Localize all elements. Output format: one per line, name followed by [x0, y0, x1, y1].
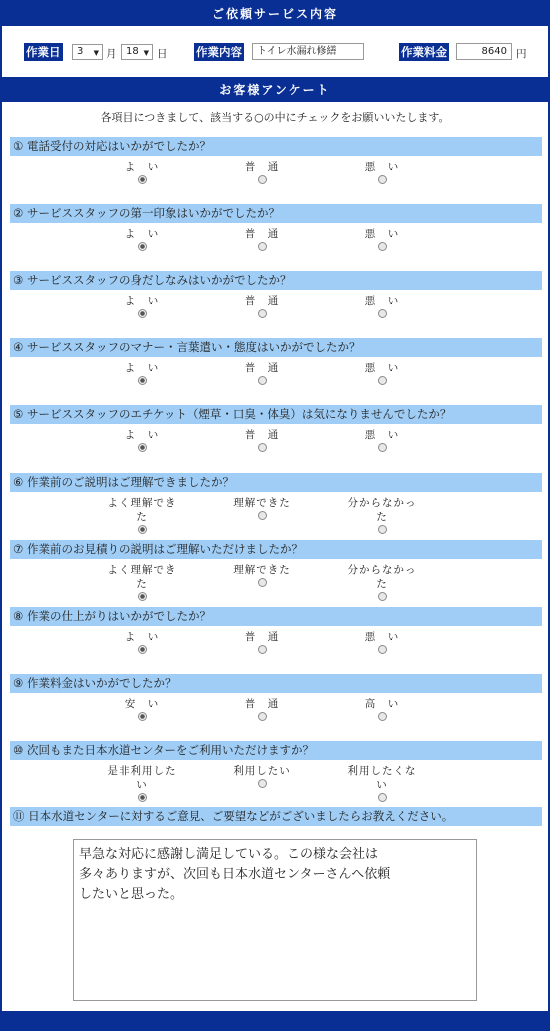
- option-label: よ い: [124, 161, 160, 173]
- option-label: 悪 い: [364, 631, 400, 643]
- work-fee-label: 作業料金: [401, 45, 447, 59]
- service-details-row: [2, 26, 548, 78]
- answer-option[interactable]: [102, 428, 182, 452]
- answer-option[interactable]: [222, 294, 302, 318]
- option-label: 悪 い: [364, 161, 400, 173]
- option-label: 普 通: [244, 295, 280, 307]
- question-4: [10, 338, 542, 374]
- work-fee-field[interactable]: 8640: [456, 43, 512, 60]
- answer-option[interactable]: [102, 630, 182, 654]
- option-label: 普 通: [244, 698, 280, 710]
- question-text: ⑦ 作業前のお見積りの説明はご理解いただけましたか？: [10, 540, 542, 559]
- answer-option[interactable]: [102, 496, 182, 534]
- answer-option[interactable]: [222, 428, 302, 452]
- radio-button[interactable]: [378, 592, 387, 601]
- answer-option[interactable]: [222, 361, 302, 385]
- option-label: 普 通: [244, 429, 280, 441]
- option-label: 高 い: [364, 698, 400, 710]
- answer-option[interactable]: [102, 764, 182, 802]
- option-label: 理解できた: [233, 564, 291, 576]
- option-label: 普 通: [244, 362, 280, 374]
- radio-button[interactable]: [138, 376, 147, 385]
- answer-option[interactable]: [102, 361, 182, 385]
- option-label: よ い: [124, 295, 160, 307]
- answer-option[interactable]: [342, 361, 422, 385]
- answer-option[interactable]: [222, 764, 302, 788]
- option-label: 分からなかった: [347, 497, 417, 523]
- answer-option[interactable]: [102, 294, 182, 318]
- option-label: 普 通: [244, 631, 280, 643]
- answer-option[interactable]: [342, 697, 422, 721]
- radio-button[interactable]: [378, 712, 387, 721]
- question-text: ⑩ 次回もまた日本水道センターをご利用いただけますか？: [10, 741, 542, 760]
- radio-button[interactable]: [378, 175, 387, 184]
- comment-textarea[interactable]: 早急な対応に感謝し満足している。この様な会社は 多々ありますが、次回も日本水道センターさんへ依頼 したいと思った。: [73, 839, 477, 1001]
- option-label: 普 通: [244, 228, 280, 240]
- radio-button[interactable]: [258, 309, 267, 318]
- radio-button[interactable]: [258, 645, 267, 654]
- radio-button[interactable]: [378, 376, 387, 385]
- option-label: よく理解できた: [107, 497, 177, 523]
- radio-button[interactable]: [378, 309, 387, 318]
- option-label: 理解できた: [233, 497, 291, 509]
- day-select[interactable]: 18 ▼: [121, 44, 153, 60]
- radio-button[interactable]: [138, 712, 147, 721]
- radio-button[interactable]: [378, 645, 387, 654]
- option-label: よ い: [124, 228, 160, 240]
- work-date-label: 作業日: [26, 45, 61, 59]
- option-label: よく理解できた: [107, 564, 177, 590]
- day-suffix: 日: [157, 48, 168, 60]
- answer-option[interactable]: [342, 160, 422, 184]
- question-9: [10, 674, 542, 710]
- radio-button[interactable]: [138, 645, 147, 654]
- question-7: [10, 540, 542, 590]
- month-select[interactable]: 3 ▼: [72, 44, 103, 60]
- answer-option[interactable]: [342, 563, 422, 601]
- radio-button[interactable]: [258, 175, 267, 184]
- answer-option[interactable]: [342, 496, 422, 534]
- question-text: ② サービススタッフの第一印象はいかがでしたか？: [10, 204, 542, 223]
- radio-button[interactable]: [138, 309, 147, 318]
- radio-button[interactable]: [258, 578, 267, 587]
- answer-option[interactable]: [342, 428, 422, 452]
- radio-button[interactable]: [258, 376, 267, 385]
- radio-button[interactable]: [258, 242, 267, 251]
- service-header: ご依頼サービス内容: [2, 2, 548, 26]
- answer-option[interactable]: [222, 563, 302, 587]
- question-text: ③ サービススタッフの身だしなみはいかがでしたか？: [10, 271, 542, 290]
- option-label: 是非利用したい: [107, 765, 177, 791]
- question-2: [10, 204, 542, 240]
- answer-option[interactable]: [222, 496, 302, 520]
- option-label: よ い: [124, 429, 160, 441]
- question-text: ⑨ 作業料金はいかがでしたか？: [10, 674, 542, 693]
- fee-unit: 円: [516, 48, 527, 60]
- question-1: [10, 137, 542, 173]
- answer-option[interactable]: [342, 227, 422, 251]
- footer-bar: [2, 1011, 548, 1029]
- answer-option[interactable]: [222, 630, 302, 654]
- answer-option[interactable]: [102, 160, 182, 184]
- question-text: ⑥ 作業前のご説明はご理解できましたか？: [10, 473, 542, 492]
- work-content-field[interactable]: トイレ水漏れ修繕: [252, 43, 364, 60]
- option-label: 悪 い: [364, 295, 400, 307]
- option-label: 悪 い: [364, 429, 400, 441]
- answer-option[interactable]: [102, 563, 182, 601]
- answer-option[interactable]: [222, 227, 302, 251]
- answer-option[interactable]: [222, 160, 302, 184]
- option-label: 安 い: [124, 698, 160, 710]
- question-10: [10, 741, 542, 791]
- radio-button[interactable]: [378, 242, 387, 251]
- question-6: [10, 473, 542, 523]
- question-3: [10, 271, 542, 307]
- question-text: ① 電話受付の対応はいかがでしたか？: [10, 137, 542, 156]
- option-label: よ い: [124, 362, 160, 374]
- option-label: 利用したい: [233, 765, 291, 777]
- answer-option[interactable]: [102, 697, 182, 721]
- radio-button[interactable]: [138, 242, 147, 251]
- question-text: ⑤ サービススタッフのエチケット（煙草・口臭・体臭）は気になりませんでしたか？: [10, 405, 542, 424]
- radio-button[interactable]: [258, 443, 267, 452]
- question-text: ④ サービススタッフのマナー・言葉遣い・態度はいかがでしたか？: [10, 338, 542, 357]
- option-label: 分からなかった: [347, 564, 417, 590]
- question-5: [10, 405, 542, 441]
- answer-option[interactable]: [222, 697, 302, 721]
- work-content-label: 作業内容: [196, 45, 242, 59]
- question-11: [10, 807, 542, 826]
- option-label: よ い: [124, 631, 160, 643]
- radio-button[interactable]: [378, 443, 387, 452]
- radio-button[interactable]: [138, 443, 147, 452]
- answer-option[interactable]: [342, 294, 422, 318]
- question-text: ⑪ 日本水道センターに対するご意見、ご要望などがございましたらお教えください。: [10, 807, 542, 826]
- radio-button[interactable]: [138, 175, 147, 184]
- option-label: 悪 い: [364, 362, 400, 374]
- radio-button[interactable]: [378, 525, 387, 534]
- radio-button[interactable]: [258, 779, 267, 788]
- radio-button[interactable]: [258, 511, 267, 520]
- answer-option[interactable]: [102, 227, 182, 251]
- survey-instructions: 各項目につきまして、該当する○の中にチェックをお願いいたします。: [100, 111, 450, 124]
- answer-option[interactable]: [342, 630, 422, 654]
- option-label: 利用したくない: [347, 765, 417, 791]
- radio-button[interactable]: [138, 525, 147, 534]
- radio-button[interactable]: [138, 592, 147, 601]
- survey-header: お客様アンケート: [2, 78, 548, 102]
- chevron-down-icon: ▼: [143, 49, 149, 57]
- chevron-down-icon: ▼: [93, 49, 99, 57]
- question-8: [10, 607, 542, 643]
- question-text: ⑧ 作業の仕上がりはいかがでしたか？: [10, 607, 542, 626]
- option-label: 悪 い: [364, 228, 400, 240]
- radio-button[interactable]: [378, 793, 387, 802]
- answer-option[interactable]: [342, 764, 422, 802]
- option-label: 普 通: [244, 161, 280, 173]
- radio-button[interactable]: [258, 712, 267, 721]
- radio-button[interactable]: [138, 793, 147, 802]
- month-suffix: 月: [106, 48, 117, 60]
